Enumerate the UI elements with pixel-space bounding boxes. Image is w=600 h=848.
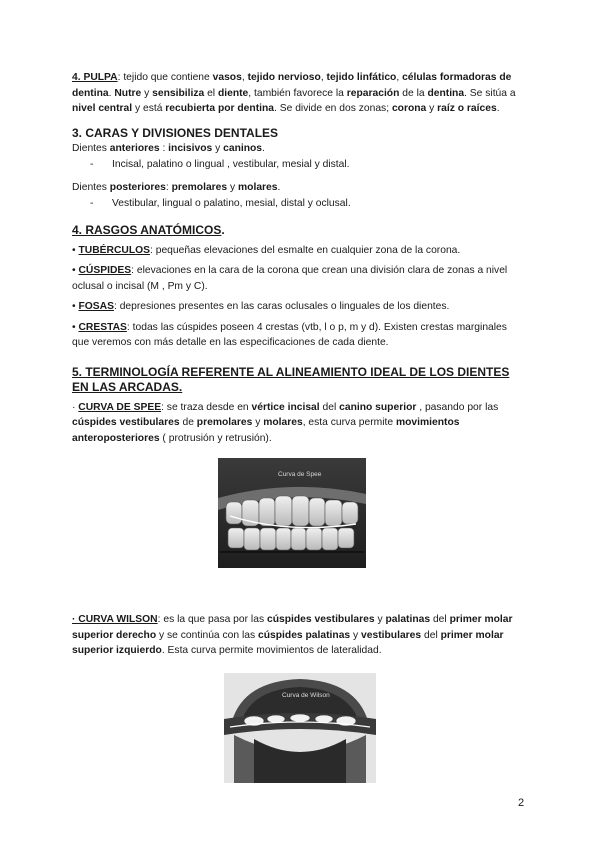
- text: y: [141, 87, 153, 99]
- pulpa-label: 4. PULPA: [72, 72, 118, 83]
- text: :: [159, 143, 169, 154]
- rasgo-text: : todas las cúspides poseen 4 crestas (vtb, l o p, m y d). Existen crestas marginales que veremos con más detalle en las especificaciones de cada diente.: [72, 321, 507, 348]
- bold-term: primer molar superior derecho: [72, 614, 513, 641]
- text: ( protrusión y retrusión).: [159, 432, 272, 444]
- bold-term: sensibiliza: [152, 87, 205, 99]
- text: ,: [396, 72, 403, 83]
- bullet-marker: •: [72, 301, 76, 312]
- text: ·: [72, 401, 79, 413]
- rasgos-heading: [72, 223, 524, 239]
- text: ,: [320, 72, 327, 83]
- bold-term: molares: [238, 182, 278, 193]
- bold-term: tejido linfático: [326, 72, 397, 83]
- wilson-label: · CURVA WILSON: [72, 614, 158, 625]
- bold-term: tejido nervioso: [247, 72, 321, 83]
- text: : tejido que contiene: [117, 72, 213, 83]
- bold-term: movimientos anteroposteriores: [72, 417, 460, 444]
- bullet-marker: •: [72, 321, 76, 333]
- rasgo-fosas: [72, 299, 524, 315]
- spee-figure-caption: Curva de Spee: [278, 471, 322, 478]
- bold-term: incisivos: [168, 143, 213, 154]
- rasgo-text: : elevaciones en la cara de la corona que crean una división clara de zonas a nivel oclusal o incisal (M , Pm y C).: [72, 265, 508, 292]
- bold-term: primer molar superior izquierdo: [72, 629, 504, 656]
- text: , también favorece la: [248, 87, 347, 99]
- text: y: [426, 103, 438, 114]
- page-number: 2: [518, 797, 525, 809]
- anteriores-line: [72, 141, 524, 157]
- text: , esta curva permite: [302, 417, 396, 428]
- text: y se continúa con las: [156, 629, 259, 641]
- text: y: [350, 629, 362, 641]
- bold-term: reparación: [346, 87, 400, 99]
- caras-heading: 3. CARAS Y DIVISIONES DENTALES: [72, 125, 279, 140]
- text: Dientes: [72, 182, 110, 193]
- bold-term: nivel central: [72, 103, 133, 114]
- text: y: [212, 143, 224, 154]
- text: . Esta curva permite movimientos de lateralidad.: [161, 645, 382, 656]
- curva-spee-figure: [218, 458, 366, 568]
- text: .: [108, 87, 115, 99]
- text: . Se divide en dos zonas;: [274, 103, 392, 114]
- text: Dientes: [72, 143, 110, 154]
- pulpa-paragraph: [72, 70, 524, 117]
- text: del: [430, 614, 450, 625]
- bold-term: caninos: [223, 143, 263, 154]
- bold-term: células formadoras de dentina: [72, 72, 512, 99]
- bold-term: premolares: [196, 417, 253, 428]
- text: : es la que pasa por las: [157, 614, 267, 625]
- bold-term: canino superior: [339, 401, 417, 413]
- bold-term: dentina: [427, 87, 465, 99]
- wilson-paragraph: [72, 612, 524, 659]
- text: y: [374, 614, 386, 625]
- curva-wilson-figure: [224, 673, 376, 783]
- spee-label: CURVA DE SPEE: [78, 401, 162, 413]
- posteriores-line: [72, 180, 524, 196]
- bold-term: molares: [263, 417, 303, 428]
- text: de la: [399, 87, 428, 99]
- rasgo-text: : pequeñas elevaciones del esmalte en cualquier zona de la corona.: [150, 244, 461, 256]
- bold-term: premolares: [171, 182, 228, 193]
- bold-term: raíz o raíces: [437, 103, 497, 114]
- text: y: [252, 417, 264, 428]
- anteriores-item: [72, 157, 524, 173]
- bold-term: vasos: [212, 72, 242, 83]
- text: , pasando por las: [416, 401, 499, 413]
- rasgo-term: CÚSPIDES: [78, 265, 132, 276]
- rasgo-crestas: [72, 320, 524, 351]
- text: ,: [241, 72, 248, 83]
- bullet-marker: •: [72, 265, 76, 276]
- bold-term: diente: [217, 87, 249, 99]
- rasgo-term: TUBÉRCULOS: [78, 244, 150, 256]
- text: del: [319, 401, 340, 413]
- text: y: [227, 182, 239, 193]
- text: :: [165, 182, 172, 193]
- dash-marker: -: [90, 197, 94, 209]
- wilson-figure-caption: Curva de Wilson: [282, 691, 330, 699]
- rasgo-tuberculos: [72, 243, 524, 259]
- bold-term: Nutre: [114, 87, 142, 99]
- bold-term: vestibulares: [361, 629, 422, 641]
- anteriores-faces: Incisal, palatino o lingual , vestibular, mesial y distal.: [112, 158, 350, 170]
- bold-term: palatinas: [385, 614, 431, 625]
- text: y está: [132, 103, 166, 114]
- bold-term: cúspides vestibulares: [266, 614, 375, 625]
- dash-marker: -: [90, 158, 94, 170]
- rasgo-term: CRESTAS: [78, 321, 127, 333]
- rasgo-text: : depresiones presentes en las caras oclusales o linguales de los dientes.: [113, 301, 450, 312]
- teeth-photo-spee: [218, 458, 366, 568]
- bold-term: cúspides palatinas: [258, 629, 351, 641]
- bold-term: vértice incisal: [251, 401, 320, 413]
- rasgos-heading-text: 4. RASGOS ANATÓMICOS: [72, 223, 222, 237]
- bold-term: anteriores: [109, 143, 160, 154]
- page-content: [72, 70, 524, 783]
- spee-paragraph: [72, 400, 524, 447]
- terminologia-heading: 5. TERMINOLOGÍA REFERENTE AL ALINEAMIENTO IDEAL DE LOS DIENTES EN LAS ARCADAS.: [72, 364, 510, 394]
- bold-term: cúspides vestibulares: [72, 417, 180, 428]
- bold-term: posteriores: [109, 182, 166, 193]
- text: el: [204, 87, 218, 99]
- text: .: [221, 223, 225, 237]
- posteriores-item: [72, 196, 524, 212]
- text: .: [262, 143, 265, 154]
- posteriores-faces: Vestibular, lingual o palatino, mesial, distal y oclusal.: [112, 197, 351, 209]
- text: . Se sitúa a: [464, 87, 516, 99]
- bold-term: recubierta por dentina: [165, 103, 275, 114]
- text: .: [496, 103, 500, 114]
- bold-term: corona: [391, 103, 427, 114]
- text: del: [421, 629, 441, 641]
- rasgo-cuspides: [72, 263, 524, 294]
- text: de: [179, 417, 197, 428]
- text: .: [277, 182, 281, 193]
- text: : se traza desde en: [161, 401, 252, 413]
- teeth-photo-wilson: [224, 673, 376, 783]
- bullet-marker: •: [72, 244, 76, 256]
- rasgo-term: FOSAS: [78, 301, 114, 312]
